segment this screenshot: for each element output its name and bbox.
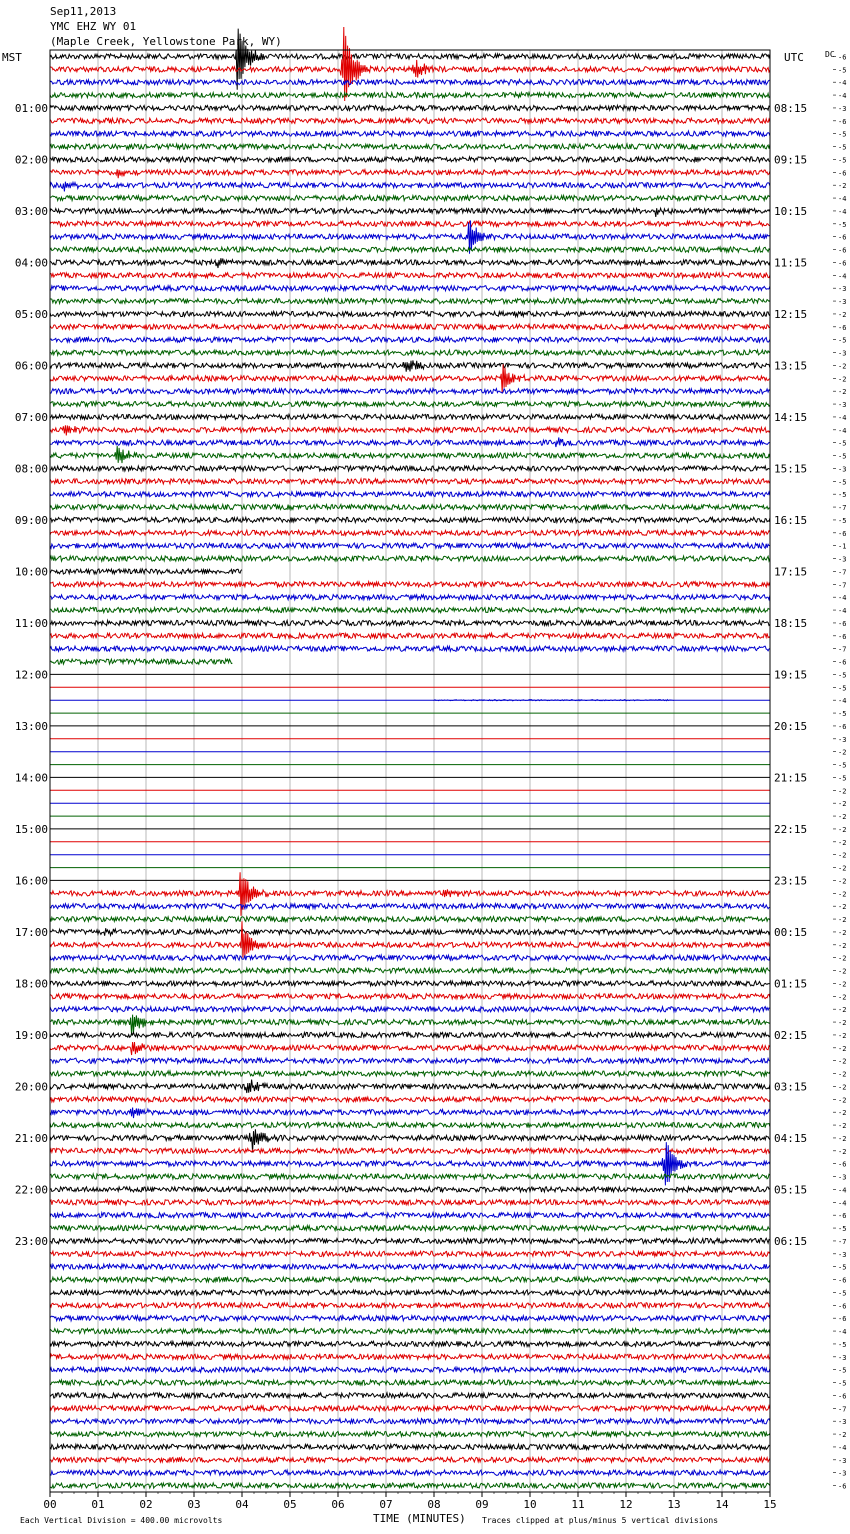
trace-line bbox=[50, 1444, 770, 1449]
trace-line bbox=[50, 1238, 770, 1243]
dc-offset-label: -3 bbox=[838, 1353, 847, 1362]
trace-line bbox=[50, 105, 770, 110]
trace-line bbox=[50, 543, 770, 548]
dc-offset-label: -2 bbox=[838, 1031, 847, 1040]
left-hour-label: 21:00 bbox=[14, 1131, 48, 1145]
dc-label: DC bbox=[825, 50, 835, 59]
dc-offset-label: -4 bbox=[838, 272, 847, 281]
dc-offset-label: -3 bbox=[838, 1418, 847, 1427]
trace-line bbox=[50, 425, 770, 435]
left-hour-label: 08:00 bbox=[14, 462, 48, 476]
right-hour-label: 18:15 bbox=[774, 616, 808, 630]
dc-offset-label: -5 bbox=[838, 220, 847, 229]
trace-line bbox=[50, 1007, 770, 1012]
dc-offset-label: -2 bbox=[838, 388, 847, 397]
trace-line bbox=[50, 402, 770, 407]
x-tick-label: 15 bbox=[763, 1498, 777, 1511]
right-hour-label: 05:15 bbox=[774, 1183, 808, 1197]
trace-line bbox=[50, 196, 770, 201]
dc-offset-label: -2 bbox=[838, 1122, 847, 1131]
dc-offset-label: -5 bbox=[838, 452, 847, 461]
dc-offset-label: -5 bbox=[838, 478, 847, 487]
dc-offset-label: -3 bbox=[838, 555, 847, 564]
dc-offset-label: -7 bbox=[838, 504, 847, 513]
dc-offset-label: -3 bbox=[838, 349, 847, 358]
dc-offset-label: -2 bbox=[838, 851, 847, 860]
trace-line bbox=[50, 182, 770, 192]
trace-line bbox=[50, 208, 770, 217]
dc-offset-label: -2 bbox=[838, 1019, 847, 1028]
right-zone-label: UTC bbox=[784, 51, 804, 64]
trace-line bbox=[50, 438, 770, 448]
x-tick-label: 00 bbox=[43, 1498, 57, 1511]
dc-offset-label: -1 bbox=[838, 542, 847, 551]
dc-offset-label: -2 bbox=[838, 916, 847, 925]
dc-offset-label: -4 bbox=[838, 426, 847, 435]
dc-offset-label: -6 bbox=[838, 1302, 847, 1311]
dc-offset-label: -5 bbox=[838, 1340, 847, 1349]
dc-offset-label: -5 bbox=[838, 156, 847, 165]
dc-offset-label: -2 bbox=[838, 941, 847, 950]
dc-offset-label: -5 bbox=[838, 1289, 847, 1298]
dc-offset-label: -7 bbox=[838, 581, 847, 590]
dc-offset-label: -4 bbox=[838, 1328, 847, 1337]
dc-offset-label: -4 bbox=[838, 413, 847, 422]
right-hour-label: 16:15 bbox=[774, 513, 808, 527]
right-hour-label: 04:15 bbox=[774, 1131, 808, 1145]
trace-line bbox=[50, 414, 770, 419]
trace-line bbox=[50, 872, 770, 916]
dc-offset-label: -5 bbox=[838, 1263, 847, 1272]
x-tick-label: 08 bbox=[427, 1498, 441, 1511]
dc-offset-label: -5 bbox=[838, 439, 847, 448]
right-hour-label: 17:15 bbox=[774, 565, 808, 579]
dc-offset-label: -6 bbox=[838, 169, 847, 178]
trace-line bbox=[50, 299, 770, 304]
dc-offset-label: -6 bbox=[838, 1392, 847, 1401]
left-zone-label: MST bbox=[2, 51, 22, 64]
dc-offset-label: -2 bbox=[838, 903, 847, 912]
trace-line bbox=[50, 530, 770, 535]
dc-offset-label: -6 bbox=[838, 722, 847, 731]
trace-line bbox=[50, 1213, 770, 1218]
right-hour-label: 15:15 bbox=[774, 462, 808, 476]
x-tick-label: 01 bbox=[91, 1498, 105, 1511]
dc-offset-label: -4 bbox=[838, 1199, 847, 1208]
trace-line bbox=[50, 921, 770, 957]
trace-line bbox=[50, 1042, 770, 1055]
right-hour-label: 11:15 bbox=[774, 256, 808, 270]
trace-line bbox=[50, 505, 770, 510]
clip-note: Traces clipped at plus/minus 5 vertical divisions bbox=[482, 1516, 719, 1525]
chart-subtitle: (Maple Creek, Yellowstone Park, WY) bbox=[50, 35, 282, 48]
x-tick-label: 13 bbox=[667, 1498, 681, 1511]
dc-offset-label: -3 bbox=[838, 735, 847, 744]
trace-line bbox=[50, 337, 770, 342]
dc-offset-label: -2 bbox=[838, 967, 847, 976]
dc-offset-label: -5 bbox=[838, 143, 847, 152]
dc-offset-label: -5 bbox=[838, 66, 847, 75]
left-hour-label: 09:00 bbox=[14, 513, 48, 527]
dc-offset-label: -4 bbox=[838, 607, 847, 616]
trace-line bbox=[50, 1148, 770, 1153]
left-hour-label: 02:00 bbox=[14, 153, 48, 167]
left-hour-label: 04:00 bbox=[14, 256, 48, 270]
dc-offset-label: -2 bbox=[838, 954, 847, 963]
left-hour-label: 01:00 bbox=[14, 101, 48, 115]
dc-offset-label: -6 bbox=[838, 233, 847, 242]
dc-offset-label: -3 bbox=[838, 1469, 847, 1478]
dc-offset-label: -5 bbox=[838, 671, 847, 680]
dc-offset-label: -5 bbox=[838, 1225, 847, 1234]
right-hour-label: 06:15 bbox=[774, 1234, 808, 1248]
x-axis-title: TIME (MINUTES) bbox=[373, 1512, 466, 1525]
x-tick-label: 10 bbox=[523, 1498, 537, 1511]
trace-line bbox=[50, 968, 770, 974]
dc-offset-label: -6 bbox=[838, 619, 847, 628]
trace-line bbox=[50, 221, 770, 226]
dc-offset-label: -4 bbox=[838, 79, 847, 88]
right-hour-label: 12:15 bbox=[774, 307, 808, 321]
x-tick-label: 05 bbox=[283, 1498, 297, 1511]
trace-line bbox=[50, 1354, 770, 1359]
right-hour-label: 23:15 bbox=[774, 874, 808, 888]
dc-offset-label: -2 bbox=[838, 800, 847, 809]
trace-line bbox=[50, 1303, 770, 1308]
dc-offset-label: -2 bbox=[838, 890, 847, 899]
right-hour-label: 22:15 bbox=[774, 822, 808, 836]
dc-offset-label: -2 bbox=[838, 877, 847, 886]
plot-frame bbox=[50, 50, 770, 1492]
dc-offset-label: -4 bbox=[838, 207, 847, 216]
trace-line bbox=[50, 1380, 770, 1385]
trace-line bbox=[50, 93, 770, 98]
dc-offset-label: -2 bbox=[838, 182, 847, 191]
trace-line bbox=[50, 659, 232, 664]
trace-line bbox=[50, 981, 770, 986]
dc-offset-label: -3 bbox=[838, 401, 847, 410]
left-hour-label: 13:00 bbox=[14, 719, 48, 733]
dc-offset-label: -5 bbox=[838, 1366, 847, 1375]
trace-line bbox=[50, 492, 770, 497]
right-hour-label: 13:15 bbox=[774, 359, 808, 373]
dc-offset-label: -2 bbox=[838, 864, 847, 873]
trace-line bbox=[50, 27, 770, 101]
dc-offset-label: -3 bbox=[838, 285, 847, 294]
dc-offset-label: -2 bbox=[838, 838, 847, 847]
dc-offset-label: -6 bbox=[838, 529, 847, 538]
trace-line bbox=[50, 258, 770, 268]
left-hour-label: 11:00 bbox=[14, 616, 48, 630]
left-hour-label: 20:00 bbox=[14, 1080, 48, 1094]
right-hour-label: 08:15 bbox=[774, 101, 808, 115]
dc-offset-label: -3 bbox=[838, 104, 847, 113]
dc-offset-label: -6 bbox=[838, 53, 847, 62]
trace-line bbox=[50, 1071, 770, 1076]
right-hour-label: 01:15 bbox=[774, 977, 808, 991]
trace-line bbox=[50, 350, 770, 355]
dc-offset-label: -2 bbox=[838, 1134, 847, 1143]
dc-offset-label: -5 bbox=[838, 761, 847, 770]
trace-line bbox=[50, 955, 770, 960]
dc-offset-label: -2 bbox=[838, 1096, 847, 1105]
chart-date: Sep11,2013 bbox=[50, 5, 117, 18]
x-tick-label: 09 bbox=[475, 1498, 489, 1511]
dc-offset-label: -2 bbox=[838, 813, 847, 822]
trace-line bbox=[50, 1032, 770, 1037]
trace-line bbox=[50, 1080, 770, 1093]
trace-line bbox=[50, 157, 770, 162]
trace-line bbox=[50, 928, 770, 936]
dc-offset-label: -4 bbox=[838, 594, 847, 603]
dc-offset-label: -6 bbox=[838, 259, 847, 268]
trace-line bbox=[50, 1200, 770, 1205]
dc-offset-label: -5 bbox=[838, 491, 847, 500]
trace-line bbox=[50, 633, 770, 638]
trace-line bbox=[50, 1226, 770, 1231]
right-hour-label: 19:15 bbox=[774, 668, 808, 682]
trace-line bbox=[50, 324, 770, 329]
trace-line bbox=[50, 273, 770, 278]
trace-line bbox=[50, 360, 770, 371]
dc-offset-label: -7 bbox=[838, 568, 847, 577]
trace-line bbox=[50, 446, 770, 463]
trace-line bbox=[50, 1058, 770, 1063]
trace-line bbox=[50, 311, 770, 316]
dc-offset-label: -5 bbox=[838, 1379, 847, 1388]
trace-line bbox=[50, 1264, 770, 1269]
trace-line bbox=[50, 994, 770, 999]
scale-note: Each Vertical Division = 400.00 microvolts bbox=[20, 1516, 223, 1525]
left-hour-label: 06:00 bbox=[14, 359, 48, 373]
trace-line bbox=[50, 1483, 770, 1488]
dc-offset-label: -2 bbox=[838, 787, 847, 796]
dc-offset-label: -6 bbox=[838, 246, 847, 255]
seismic-traces bbox=[50, 27, 770, 1488]
trace-line bbox=[50, 1329, 770, 1334]
right-hour-label: 10:15 bbox=[774, 204, 808, 218]
dc-offset-label: -4 bbox=[838, 697, 847, 706]
trace-line bbox=[50, 556, 770, 561]
trace-line bbox=[50, 286, 770, 291]
trace-line bbox=[50, 1251, 770, 1256]
dc-offset-label: -4 bbox=[838, 92, 847, 101]
right-hour-label: 21:15 bbox=[774, 771, 808, 785]
dc-offset-label: -2 bbox=[838, 1083, 847, 1092]
dc-offset-label: -6 bbox=[838, 1315, 847, 1324]
chart-title: YMC EHZ WY 01 bbox=[50, 20, 137, 33]
trace-line bbox=[50, 1097, 770, 1102]
left-hour-label: 12:00 bbox=[14, 668, 48, 682]
dc-offset-label: -7 bbox=[838, 1405, 847, 1414]
trace-line bbox=[50, 131, 770, 136]
x-tick-label: 14 bbox=[715, 1498, 729, 1511]
dc-offset-label: -2 bbox=[838, 1044, 847, 1053]
dc-offset-label: -2 bbox=[838, 375, 847, 384]
trace-line bbox=[50, 1108, 770, 1119]
trace-line bbox=[50, 169, 770, 178]
trace-line bbox=[50, 517, 770, 522]
x-tick-label: 03 bbox=[187, 1498, 201, 1511]
dc-offset-label: -5 bbox=[838, 516, 847, 525]
x-tick-label: 11 bbox=[571, 1498, 585, 1511]
dc-offset-label: -5 bbox=[838, 130, 847, 139]
dc-offset-label: -6 bbox=[838, 1482, 847, 1491]
dc-offset-label: -2 bbox=[838, 310, 847, 319]
left-hour-label: 22:00 bbox=[14, 1183, 48, 1197]
dc-offset-label: -6 bbox=[838, 1276, 847, 1285]
dc-offset-label: -2 bbox=[838, 1006, 847, 1015]
dc-offset-label: -4 bbox=[838, 1443, 847, 1452]
right-hour-label: 02:15 bbox=[774, 1028, 808, 1042]
dc-offset-label: -2 bbox=[838, 1057, 847, 1066]
trace-line bbox=[50, 466, 770, 471]
left-hour-label: 23:00 bbox=[14, 1234, 48, 1248]
dc-offset-label: -5 bbox=[838, 774, 847, 783]
trace-line bbox=[50, 1174, 770, 1179]
trace-line bbox=[50, 1341, 770, 1346]
dc-offset-label: -5 bbox=[838, 684, 847, 693]
dc-offset-label: -3 bbox=[838, 1250, 847, 1259]
right-hour-label: 09:15 bbox=[774, 153, 808, 167]
trace-line bbox=[50, 1419, 770, 1424]
dc-offset-label: -2 bbox=[838, 993, 847, 1002]
dc-offset-label: -3 bbox=[838, 1173, 847, 1182]
dc-offset-label: -2 bbox=[838, 1109, 847, 1118]
dc-offset-label: -3 bbox=[838, 298, 847, 307]
trace-line bbox=[50, 608, 770, 613]
dc-offset-label: -6 bbox=[838, 658, 847, 667]
trace-line bbox=[50, 1393, 770, 1398]
dc-offset-label: -3 bbox=[838, 465, 847, 474]
trace-line bbox=[50, 1187, 770, 1192]
trace-line bbox=[50, 1457, 770, 1462]
dc-offset-label: -4 bbox=[838, 195, 847, 204]
dc-offset-label: -6 bbox=[838, 323, 847, 332]
trace-line bbox=[50, 1316, 770, 1321]
right-hour-label: 20:15 bbox=[774, 719, 808, 733]
trace-line bbox=[50, 917, 770, 922]
left-hour-label: 03:00 bbox=[14, 204, 48, 218]
trace-line bbox=[50, 1406, 770, 1411]
left-hour-label: 14:00 bbox=[14, 771, 48, 785]
trace-line bbox=[50, 904, 770, 909]
left-hour-label: 19:00 bbox=[14, 1028, 48, 1042]
trace-line bbox=[50, 582, 770, 587]
trace-line bbox=[50, 1432, 770, 1437]
left-hour-label: 10:00 bbox=[14, 565, 48, 579]
dc-offset-label: -5 bbox=[838, 710, 847, 719]
x-tick-label: 04 bbox=[235, 1498, 249, 1511]
dc-offset-label: -2 bbox=[838, 1070, 847, 1079]
dc-offset-label: -6 bbox=[838, 117, 847, 126]
dc-offset-label: -2 bbox=[838, 362, 847, 371]
trace-line bbox=[50, 595, 770, 600]
trace-line bbox=[50, 1123, 770, 1128]
trace-line bbox=[50, 1470, 770, 1475]
left-hour-label: 07:00 bbox=[14, 410, 48, 424]
x-tick-label: 07 bbox=[379, 1498, 393, 1511]
trace-line bbox=[50, 80, 770, 85]
trace-line bbox=[50, 479, 770, 484]
trace-line bbox=[50, 1367, 770, 1372]
trace-line bbox=[50, 144, 770, 149]
right-hour-label: 00:15 bbox=[774, 925, 808, 939]
dc-offset-label: -6 bbox=[838, 1212, 847, 1221]
trace-line bbox=[50, 247, 770, 252]
dc-offset-label: -4 bbox=[838, 1186, 847, 1195]
dc-offset-label: -7 bbox=[838, 1237, 847, 1246]
dc-offset-label: -6 bbox=[838, 632, 847, 641]
dc-offset-label: -3 bbox=[838, 1456, 847, 1465]
left-hour-label: 05:00 bbox=[14, 307, 48, 321]
x-tick-label: 12 bbox=[619, 1498, 633, 1511]
right-hour-label: 03:15 bbox=[774, 1080, 808, 1094]
trace-line bbox=[50, 1277, 770, 1282]
trace-line bbox=[50, 1015, 770, 1036]
left-hour-label: 15:00 bbox=[14, 822, 48, 836]
dc-offset-label: -2 bbox=[838, 748, 847, 757]
right-hour-label: 14:15 bbox=[774, 410, 808, 424]
x-tick-label: 06 bbox=[331, 1498, 345, 1511]
dc-offset-label: -5 bbox=[838, 336, 847, 345]
left-hour-label: 18:00 bbox=[14, 977, 48, 991]
dc-offset-label: -2 bbox=[838, 825, 847, 834]
dc-offset-label: -2 bbox=[838, 1431, 847, 1440]
trace-line bbox=[50, 620, 770, 625]
dc-offset-label: -6 bbox=[838, 1160, 847, 1169]
trace-line bbox=[50, 1290, 770, 1295]
left-hour-label: 17:00 bbox=[14, 925, 48, 939]
trace-line bbox=[50, 389, 770, 394]
trace-line bbox=[50, 646, 770, 651]
x-tick-label: 02 bbox=[139, 1498, 153, 1511]
left-hour-label: 16:00 bbox=[14, 874, 48, 888]
dc-offset-label: -7 bbox=[838, 645, 847, 654]
trace-line bbox=[50, 118, 770, 123]
dc-offset-label: -2 bbox=[838, 928, 847, 937]
plot-grid bbox=[98, 50, 722, 1492]
dc-offset-label: -2 bbox=[838, 980, 847, 989]
dc-offset-label: -2 bbox=[838, 1147, 847, 1156]
